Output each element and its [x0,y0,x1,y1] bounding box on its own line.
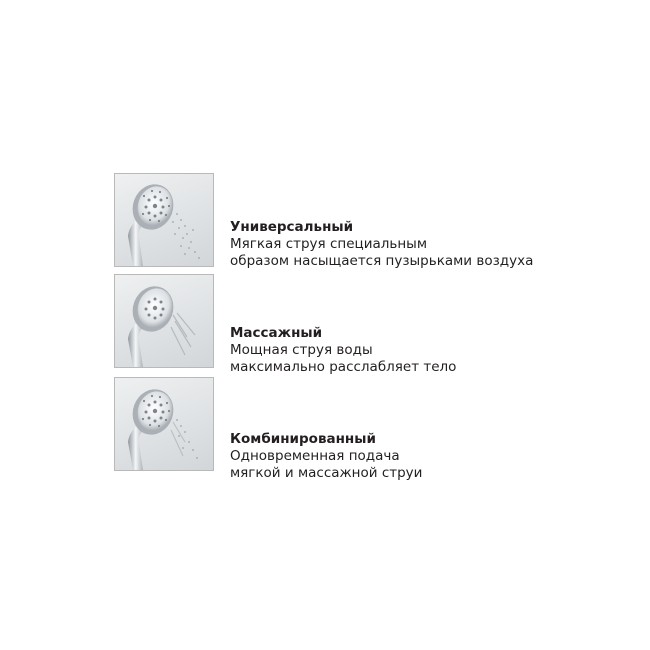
shower-head-universal-icon [114,173,214,267]
spray-mode-title: Универсальный [230,219,354,235]
spray-mode-description-line: максимально расслабляет тело [230,359,457,375]
spray-mode-description-line: образом насыщается пузырьками воздуха [230,253,534,269]
spray-mode-universal [0,173,650,267]
spray-mode-text [230,325,456,376]
shower-head-massage-icon [114,274,214,368]
spray-mode-description-line: Мягкая струя специальным [230,236,428,252]
spray-mode-description-line: Одновременная подача [230,448,400,464]
spray-mode-combined [0,377,650,481]
spray-mode-description-line: Мощная струя воды [230,342,373,358]
spray-mode-title: Массажный [230,325,323,341]
spray-mode-massage [0,274,650,375]
spray-mode-text [230,431,422,482]
spray-mode-description-line: мягкой и массажной струи [230,465,423,481]
spray-mode-text [230,219,533,270]
shower-head-combined-icon [114,377,214,471]
spray-mode-title: Комбинированный [230,431,376,447]
